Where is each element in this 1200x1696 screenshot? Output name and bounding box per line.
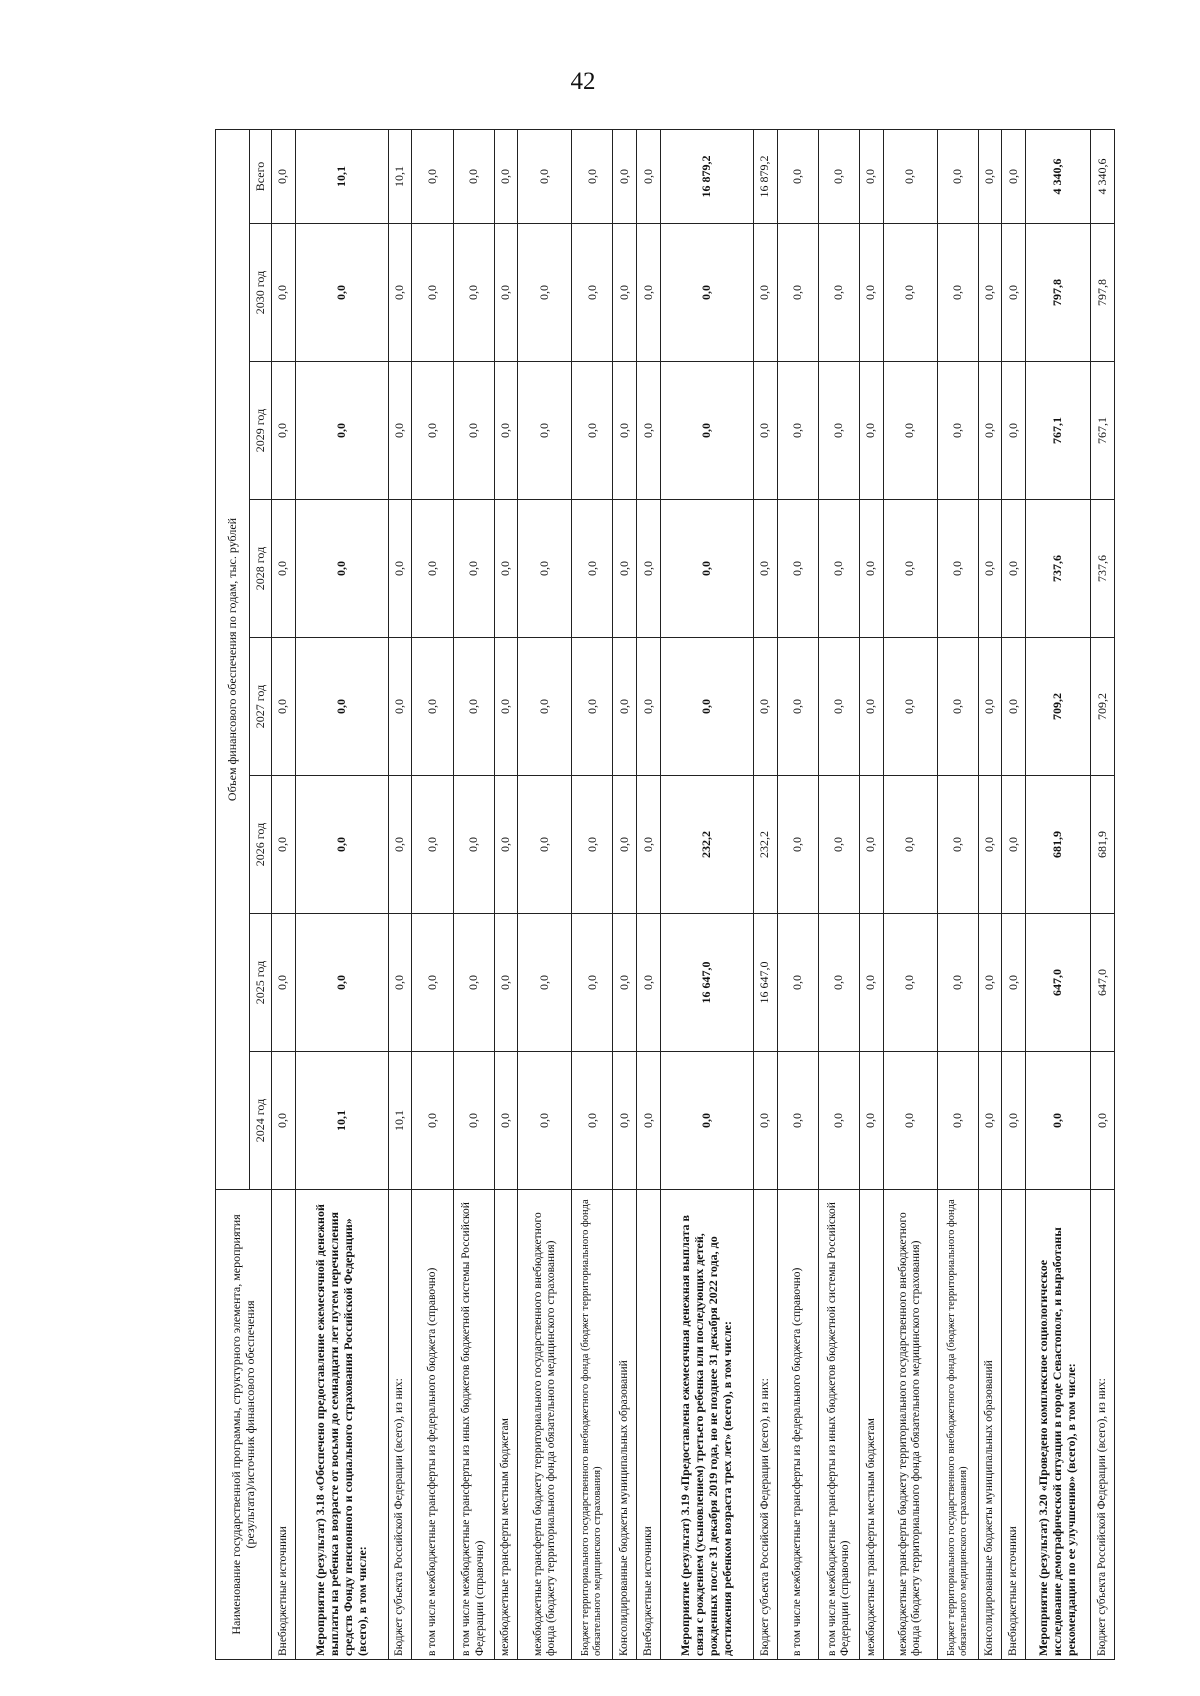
table-row bbox=[1026, 129, 1091, 1659]
row-year-value: 0,0 bbox=[295, 362, 388, 500]
row-year-value: 0,0 bbox=[660, 1052, 753, 1190]
row-year-value: 0,0 bbox=[978, 776, 1002, 914]
row-year-value: 0,0 bbox=[1002, 1052, 1026, 1190]
row-year-value: 0,0 bbox=[518, 776, 572, 914]
table-row bbox=[753, 129, 777, 1659]
row-year-value: 0,0 bbox=[937, 638, 978, 776]
row-year-value: 0,0 bbox=[412, 1052, 453, 1190]
row-year-value: 647,0 bbox=[1091, 914, 1115, 1052]
row-total-value: 0,0 bbox=[613, 129, 637, 223]
row-year-value: 0,0 bbox=[494, 224, 518, 362]
table-row bbox=[883, 129, 937, 1659]
row-year-value: 0,0 bbox=[272, 1052, 296, 1190]
row-total-value: 0,0 bbox=[937, 129, 978, 223]
header-year: 2027 год bbox=[250, 638, 272, 776]
table-row bbox=[978, 129, 1002, 1659]
row-total-value: 16 879,2 bbox=[753, 129, 777, 223]
row-year-value: 0,0 bbox=[613, 638, 637, 776]
row-source-name: Бюджет территориального государственного внебюджетного фонда (бюджет территориального фонда обязательного медицинского страхования) bbox=[937, 1190, 978, 1660]
row-total-value: 0,0 bbox=[883, 129, 937, 223]
row-year-value: 0,0 bbox=[660, 362, 753, 500]
row-year-value: 0,0 bbox=[518, 500, 572, 638]
row-year-value: 0,0 bbox=[978, 1052, 1002, 1190]
row-source-name: межбюджетные трансферты местным бюджетам bbox=[494, 1190, 518, 1660]
row-year-value: 0,0 bbox=[859, 500, 883, 638]
table-row bbox=[295, 129, 388, 1659]
row-year-value: 0,0 bbox=[412, 224, 453, 362]
row-year-value: 0,0 bbox=[518, 224, 572, 362]
row-source-name: в том числе межбюджетные трансферты из иных бюджетов бюджетной системы Российской Федерации (справочно) bbox=[818, 1190, 859, 1660]
row-source-name: Консолидированные бюджеты муниципальных образований bbox=[978, 1190, 1002, 1660]
row-source-name: Мероприятие (результат) 3.20 «Проведено комплексное социологическое исследование демографической ситуации в городе Севастополе, и выработаны рекомендации по ее улучшению» (всего), в том числе: bbox=[1026, 1190, 1091, 1660]
row-year-value: 797,8 bbox=[1091, 224, 1115, 362]
row-year-value: 0,0 bbox=[1002, 362, 1026, 500]
row-year-value: 0,0 bbox=[637, 224, 661, 362]
row-year-value: 0,0 bbox=[295, 500, 388, 638]
row-year-value: 0,0 bbox=[272, 638, 296, 776]
row-year-value: 0,0 bbox=[978, 362, 1002, 500]
row-source-name: в том числе межбюджетные трансферты из федерального бюджета (справочно) bbox=[777, 1190, 818, 1660]
row-year-value: 0,0 bbox=[613, 362, 637, 500]
row-year-value: 0,0 bbox=[494, 362, 518, 500]
row-year-value: 709,2 bbox=[1026, 638, 1091, 776]
row-source-name: в том числе межбюджетные трансферты из иных бюджетов бюджетной системы Российской Федерации (справочно) bbox=[453, 1190, 494, 1660]
row-year-value: 0,0 bbox=[818, 638, 859, 776]
row-year-value: 0,0 bbox=[883, 914, 937, 1052]
row-year-value: 0,0 bbox=[818, 914, 859, 1052]
row-source-name: Внебюджетные источники bbox=[272, 1190, 296, 1660]
row-year-value: 0,0 bbox=[660, 224, 753, 362]
row-year-value: 0,0 bbox=[818, 776, 859, 914]
table-row bbox=[859, 129, 883, 1659]
table-row bbox=[412, 129, 453, 1659]
row-source-name: Консолидированные бюджеты муниципальных образований bbox=[613, 1190, 637, 1660]
financing-table bbox=[215, 129, 1115, 1660]
row-year-value: 0,0 bbox=[937, 1052, 978, 1190]
row-total-value: 0,0 bbox=[637, 129, 661, 223]
row-year-value: 0,0 bbox=[295, 914, 388, 1052]
row-year-value: 0,0 bbox=[412, 362, 453, 500]
row-year-value: 0,0 bbox=[1002, 776, 1026, 914]
row-year-value: 0,0 bbox=[777, 1052, 818, 1190]
row-year-value: 0,0 bbox=[883, 776, 937, 914]
row-year-value: 0,0 bbox=[753, 638, 777, 776]
row-year-value: 0,0 bbox=[777, 638, 818, 776]
row-year-value: 0,0 bbox=[883, 1052, 937, 1190]
row-year-value: 0,0 bbox=[637, 1052, 661, 1190]
row-year-value: 0,0 bbox=[753, 362, 777, 500]
row-year-value: 0,0 bbox=[572, 914, 613, 1052]
row-total-value: 4 340,6 bbox=[1026, 129, 1091, 223]
row-year-value: 0,0 bbox=[1091, 1052, 1115, 1190]
row-year-value: 0,0 bbox=[518, 914, 572, 1052]
header-year: 2030 год bbox=[250, 224, 272, 362]
row-year-value: 0,0 bbox=[637, 362, 661, 500]
row-year-value: 0,0 bbox=[859, 224, 883, 362]
row-year-value: 0,0 bbox=[388, 638, 412, 776]
row-year-value: 0,0 bbox=[494, 638, 518, 776]
row-year-value: 709,2 bbox=[1091, 638, 1115, 776]
row-source-name: в том числе межбюджетные трансферты из федерального бюджета (справочно) bbox=[412, 1190, 453, 1660]
row-year-value: 0,0 bbox=[818, 224, 859, 362]
rotated-table-container bbox=[215, 130, 1115, 1660]
row-year-value: 0,0 bbox=[518, 1052, 572, 1190]
row-year-value: 0,0 bbox=[494, 914, 518, 1052]
table-row bbox=[613, 129, 637, 1659]
row-year-value: 0,0 bbox=[572, 500, 613, 638]
row-year-value: 0,0 bbox=[388, 224, 412, 362]
row-year-value: 0,0 bbox=[272, 500, 296, 638]
row-year-value: 0,0 bbox=[295, 776, 388, 914]
row-year-value: 0,0 bbox=[777, 914, 818, 1052]
row-year-value: 0,0 bbox=[937, 914, 978, 1052]
row-year-value: 767,1 bbox=[1091, 362, 1115, 500]
row-year-value: 0,0 bbox=[1002, 914, 1026, 1052]
row-year-value: 0,0 bbox=[978, 638, 1002, 776]
row-source-name: Бюджет территориального государственного внебюджетного фонда (бюджет территориального фонда обязательного медицинского страхования) bbox=[572, 1190, 613, 1660]
row-total-value: 0,0 bbox=[777, 129, 818, 223]
table-row bbox=[1091, 129, 1115, 1659]
row-source-name: Бюджет субъекта Российской Федерации (всего), из них: bbox=[1091, 1190, 1115, 1660]
row-year-value: 0,0 bbox=[818, 1052, 859, 1190]
row-year-value: 0,0 bbox=[883, 224, 937, 362]
row-year-value: 0,0 bbox=[388, 914, 412, 1052]
row-total-value: 0,0 bbox=[272, 129, 296, 223]
header-name-column: Наименование государственной программы, структурного элемента, мероприятия (результата)/источник финансового обеспечения bbox=[216, 1190, 272, 1660]
row-source-name: межбюджетные трансферты бюджету территориального государственного внебюджетного фонда (бюджету территориального фонда обязательного медицинского страхования) bbox=[518, 1190, 572, 1660]
row-year-value: 0,0 bbox=[572, 776, 613, 914]
row-year-value: 0,0 bbox=[777, 362, 818, 500]
table-row bbox=[453, 129, 494, 1659]
row-year-value: 0,0 bbox=[753, 1052, 777, 1190]
row-year-value: 232,2 bbox=[753, 776, 777, 914]
row-year-value: 797,8 bbox=[1026, 224, 1091, 362]
row-year-value: 0,0 bbox=[494, 776, 518, 914]
row-year-value: 0,0 bbox=[883, 362, 937, 500]
row-year-value: 0,0 bbox=[412, 914, 453, 1052]
header-year: 2026 год bbox=[250, 776, 272, 914]
row-year-value: 0,0 bbox=[753, 224, 777, 362]
row-source-name: Мероприятие (результат) 3.18 «Обеспечено предоставление ежемесячной денежной выплаты на ребенка в возрасте от восьми до семнадцати лет путем перечисления средств Фонду пенсионного и социального страхования Российской Федерации» (всего), в том числе: bbox=[295, 1190, 388, 1660]
header-group-title: Объем финансового обеспечения по годам, тыс. рублей bbox=[216, 129, 250, 1189]
row-year-value: 0,0 bbox=[660, 500, 753, 638]
row-year-value: 0,0 bbox=[572, 362, 613, 500]
row-year-value: 0,0 bbox=[1002, 500, 1026, 638]
row-year-value: 0,0 bbox=[937, 362, 978, 500]
row-year-value: 0,0 bbox=[412, 638, 453, 776]
row-year-value: 16 647,0 bbox=[660, 914, 753, 1052]
table-row bbox=[818, 129, 859, 1659]
row-year-value: 0,0 bbox=[518, 638, 572, 776]
row-year-value: 0,0 bbox=[295, 638, 388, 776]
row-year-value: 0,0 bbox=[272, 362, 296, 500]
row-total-value: 0,0 bbox=[494, 129, 518, 223]
row-year-value: 0,0 bbox=[978, 914, 1002, 1052]
table-row bbox=[272, 129, 296, 1659]
row-year-value: 0,0 bbox=[777, 500, 818, 638]
row-year-value: 767,1 bbox=[1026, 362, 1091, 500]
row-year-value: 0,0 bbox=[660, 638, 753, 776]
row-year-value: 0,0 bbox=[978, 224, 1002, 362]
row-total-value: 0,0 bbox=[453, 129, 494, 223]
row-year-value: 647,0 bbox=[1026, 914, 1091, 1052]
row-year-value: 0,0 bbox=[859, 776, 883, 914]
row-year-value: 0,0 bbox=[883, 638, 937, 776]
table-row bbox=[518, 129, 572, 1659]
row-year-value: 16 647,0 bbox=[753, 914, 777, 1052]
header-year: 2029 год bbox=[250, 362, 272, 500]
header-year: 2025 год bbox=[250, 914, 272, 1052]
row-year-value: 0,0 bbox=[453, 500, 494, 638]
row-year-value: 0,0 bbox=[388, 362, 412, 500]
row-year-value: 0,0 bbox=[613, 500, 637, 638]
row-year-value: 0,0 bbox=[777, 776, 818, 914]
table-row bbox=[637, 129, 661, 1659]
row-year-value: 0,0 bbox=[572, 1052, 613, 1190]
row-year-value: 0,0 bbox=[859, 638, 883, 776]
row-year-value: 0,0 bbox=[859, 914, 883, 1052]
table-row bbox=[660, 129, 753, 1659]
row-year-value: 0,0 bbox=[613, 1052, 637, 1190]
row-year-value: 0,0 bbox=[388, 500, 412, 638]
row-year-value: 681,9 bbox=[1091, 776, 1115, 914]
row-total-value: 0,0 bbox=[1002, 129, 1026, 223]
row-year-value: 0,0 bbox=[883, 500, 937, 638]
header-year: 2028 год bbox=[250, 500, 272, 638]
row-total-value: 0,0 bbox=[412, 129, 453, 223]
row-total-value: 16 879,2 bbox=[660, 129, 753, 223]
table-row bbox=[937, 129, 978, 1659]
row-source-name: межбюджетные трансферты бюджету территориального государственного внебюджетного фонда (бюджету территориального фонда обязательного медицинского страхования) bbox=[883, 1190, 937, 1660]
row-year-value: 0,0 bbox=[818, 500, 859, 638]
row-year-value: 0,0 bbox=[572, 638, 613, 776]
row-total-value: 0,0 bbox=[518, 129, 572, 223]
row-total-value: 4 340,6 bbox=[1091, 129, 1115, 223]
row-year-value: 0,0 bbox=[753, 500, 777, 638]
row-year-value: 0,0 bbox=[412, 776, 453, 914]
row-year-value: 0,0 bbox=[637, 914, 661, 1052]
row-year-value: 0,0 bbox=[453, 224, 494, 362]
row-year-value: 0,0 bbox=[272, 914, 296, 1052]
row-year-value: 0,0 bbox=[272, 224, 296, 362]
row-total-value: 0,0 bbox=[572, 129, 613, 223]
row-year-value: 0,0 bbox=[613, 224, 637, 362]
row-year-value: 0,0 bbox=[937, 500, 978, 638]
row-year-value: 0,0 bbox=[859, 362, 883, 500]
row-year-value: 0,0 bbox=[859, 1052, 883, 1190]
row-source-name: Бюджет субъекта Российской Федерации (всего), из них: bbox=[753, 1190, 777, 1660]
row-year-value: 681,9 bbox=[1026, 776, 1091, 914]
row-year-value: 0,0 bbox=[453, 638, 494, 776]
row-year-value: 0,0 bbox=[412, 500, 453, 638]
table-row bbox=[777, 129, 818, 1659]
row-year-value: 10,1 bbox=[388, 1052, 412, 1190]
row-year-value: 0,0 bbox=[1002, 638, 1026, 776]
row-year-value: 0,0 bbox=[388, 776, 412, 914]
row-year-value: 0,0 bbox=[978, 500, 1002, 638]
table-row bbox=[1002, 129, 1026, 1659]
table-body bbox=[272, 129, 1115, 1659]
row-year-value: 0,0 bbox=[453, 362, 494, 500]
row-year-value: 0,0 bbox=[637, 500, 661, 638]
row-year-value: 0,0 bbox=[613, 776, 637, 914]
row-year-value: 0,0 bbox=[1026, 1052, 1091, 1190]
row-total-value: 0,0 bbox=[859, 129, 883, 223]
row-year-value: 0,0 bbox=[518, 362, 572, 500]
header-year: 2024 год bbox=[250, 1052, 272, 1190]
header-total: Всего bbox=[250, 129, 272, 223]
row-year-value: 0,0 bbox=[572, 224, 613, 362]
row-year-value: 0,0 bbox=[937, 224, 978, 362]
row-year-value: 0,0 bbox=[637, 638, 661, 776]
table-row bbox=[572, 129, 613, 1659]
row-total-value: 10,1 bbox=[295, 129, 388, 223]
row-year-value: 0,0 bbox=[613, 914, 637, 1052]
row-source-name: Внебюджетные источники bbox=[637, 1190, 661, 1660]
row-total-value: 10,1 bbox=[388, 129, 412, 223]
row-year-value: 0,0 bbox=[272, 776, 296, 914]
row-year-value: 0,0 bbox=[453, 776, 494, 914]
row-year-value: 0,0 bbox=[453, 1052, 494, 1190]
row-source-name: Внебюджетные источники bbox=[1002, 1190, 1026, 1660]
row-year-value: 0,0 bbox=[1002, 224, 1026, 362]
row-year-value: 0,0 bbox=[777, 224, 818, 362]
row-source-name: Бюджет субъекта Российской Федерации (всего), из них: bbox=[388, 1190, 412, 1660]
row-year-value: 232,2 bbox=[660, 776, 753, 914]
row-year-value: 737,6 bbox=[1091, 500, 1115, 638]
row-year-value: 0,0 bbox=[494, 500, 518, 638]
row-year-value: 0,0 bbox=[637, 776, 661, 914]
row-year-value: 0,0 bbox=[453, 914, 494, 1052]
row-year-value: 0,0 bbox=[295, 224, 388, 362]
row-total-value: 0,0 bbox=[978, 129, 1002, 223]
table-row bbox=[388, 129, 412, 1659]
row-total-value: 0,0 bbox=[818, 129, 859, 223]
row-year-value: 0,0 bbox=[494, 1052, 518, 1190]
row-year-value: 737,6 bbox=[1026, 500, 1091, 638]
row-year-value: 10,1 bbox=[295, 1052, 388, 1190]
row-year-value: 0,0 bbox=[818, 362, 859, 500]
row-source-name: Мероприятие (результат) 3.19 «Предоставлена ежемесячная денежная выплата в связи с рождением (усыновлением) третьего ребенка или последующих детей, рожденных после 31 декабря 2019 года, но не позднее 31 декабря 2022 года, до достижения ребенком возраста трех лет» (всего), в том числе: bbox=[660, 1190, 753, 1660]
row-source-name: межбюджетные трансферты местным бюджетам bbox=[859, 1190, 883, 1660]
row-year-value: 0,0 bbox=[937, 776, 978, 914]
table-row bbox=[494, 129, 518, 1659]
page-number: 42 bbox=[570, 68, 596, 95]
